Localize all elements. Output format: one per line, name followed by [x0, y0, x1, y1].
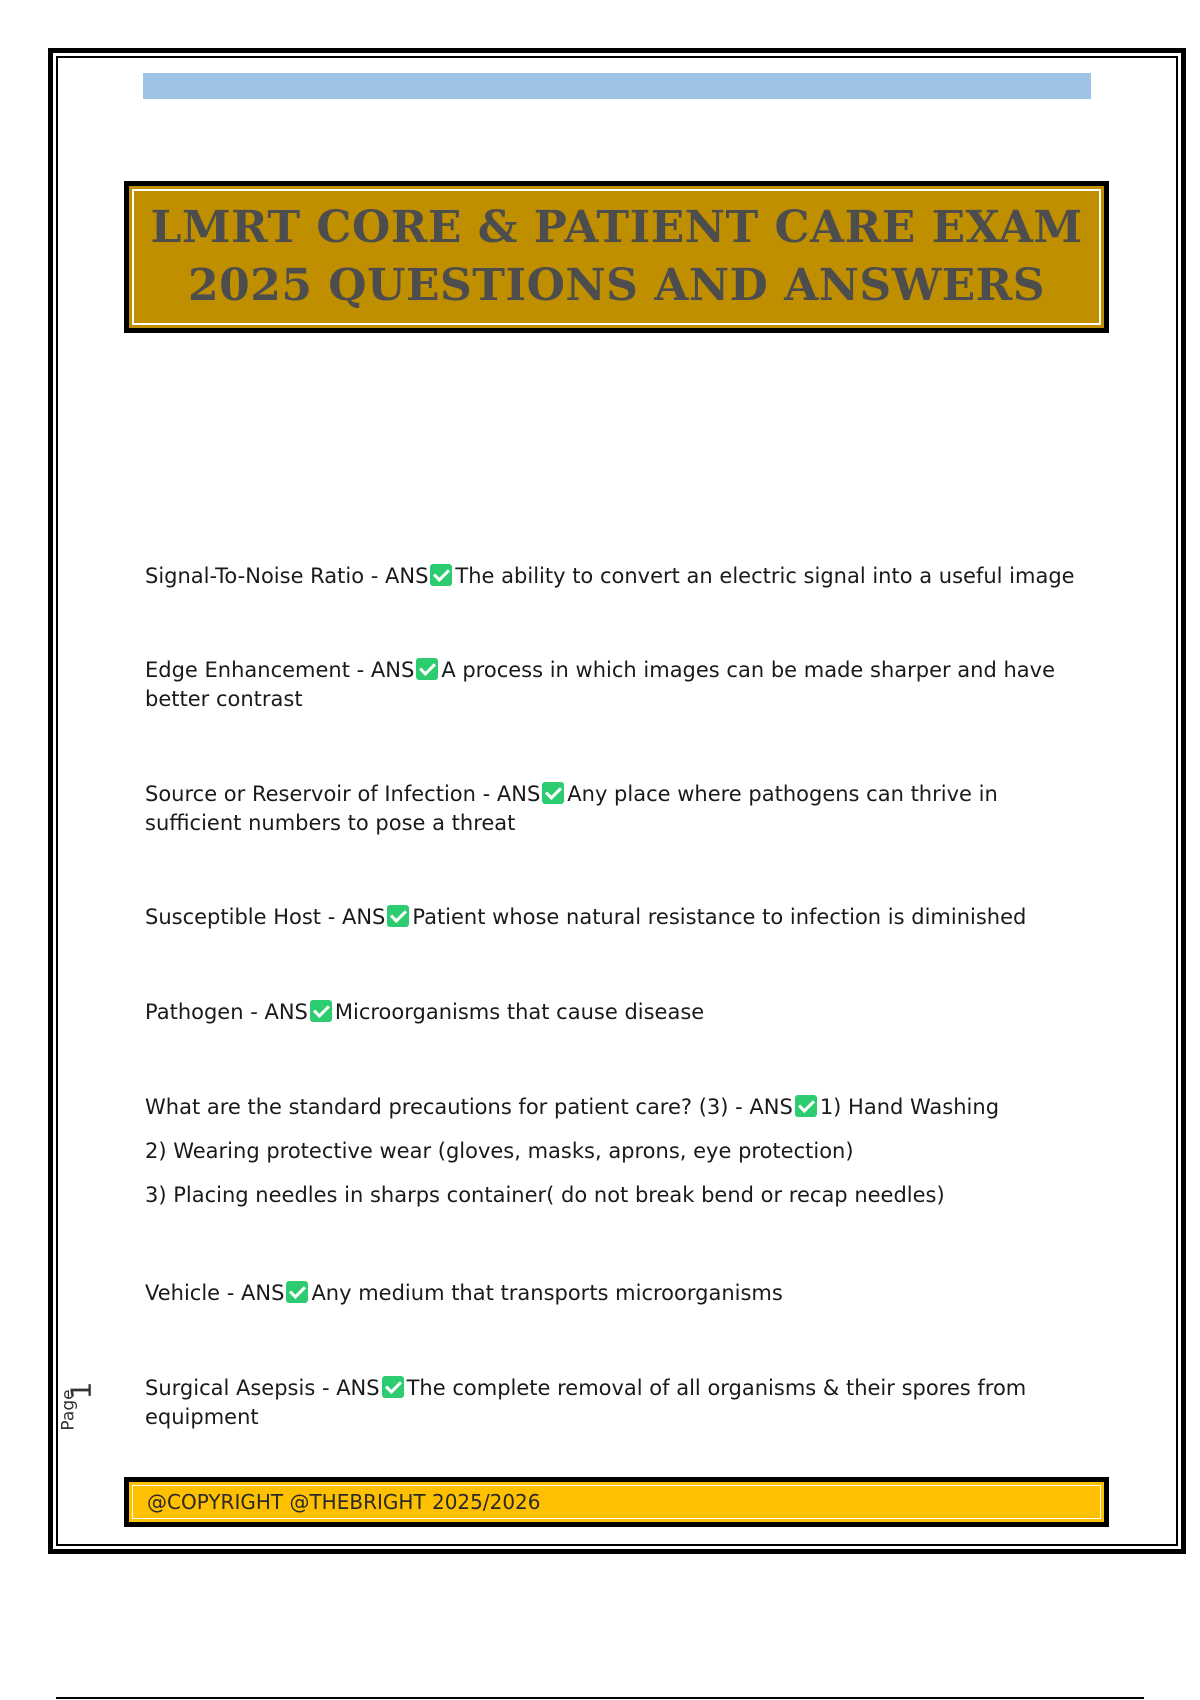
qa-answer-line: 3) Placing needles in sharps container( do not break bend or recap needles)	[145, 1183, 945, 1207]
check-mark-icon	[310, 1000, 332, 1022]
title-line-2: 2025 QUESTIONS AND ANSWERS	[187, 260, 1045, 311]
qa-item	[145, 656, 1095, 714]
qa-answer: A process in which images can be made sharper and have better contrast	[145, 658, 1056, 711]
qa-answer: 1) Hand Washing	[819, 1095, 1000, 1119]
check-mark-icon	[387, 905, 409, 927]
qa-item	[145, 780, 1095, 838]
check-mark-icon	[430, 564, 452, 586]
qa-item	[145, 903, 1095, 932]
qa-item	[145, 1374, 1095, 1432]
qa-answer: Patient whose natural resistance to infection is diminished	[412, 905, 1027, 929]
qa-term: Susceptible Host - ANS	[145, 905, 386, 929]
bottom-divider	[56, 1697, 1144, 1699]
qa-answer: The complete removal of all organisms & their spores from equipment	[145, 1376, 1027, 1429]
qa-term: Surgical Asepsis - ANS	[145, 1376, 380, 1400]
footer-bar-inner	[132, 1485, 1101, 1519]
qa-answer-line: 2) Wearing protective wear (gloves, masks, aprons, eye protection)	[145, 1139, 854, 1163]
qa-item	[145, 998, 1095, 1027]
page-label: Page	[58, 1389, 79, 1431]
footer-bar	[124, 1477, 1109, 1527]
copyright-text: @COPYRIGHT @THEBRIGHT 2025/2026	[147, 1490, 541, 1514]
check-mark-icon	[795, 1095, 817, 1117]
page-number: 1	[64, 1381, 98, 1400]
qa-answer: Any medium that transports microorganisms	[311, 1281, 783, 1305]
qa-term: Source or Reservoir of Infection - ANS	[145, 782, 541, 806]
qa-item	[145, 1093, 1095, 1210]
title-banner	[124, 181, 1109, 333]
qa-term: Vehicle - ANS	[145, 1281, 285, 1305]
check-mark-icon	[382, 1376, 404, 1398]
title-line-1: LMRT CORE & PATIENT CARE EXAM	[150, 202, 1083, 253]
qa-item	[145, 562, 1095, 591]
qa-answer: The ability to convert an electric signal into a useful image	[455, 564, 1075, 588]
check-mark-icon	[286, 1281, 308, 1303]
qa-term: What are the standard precautions for patient care? (3) - ANS	[145, 1095, 793, 1119]
qa-answer: Any place where pathogens can thrive in sufficient numbers to pose a threat	[145, 782, 998, 835]
qa-answer: Microorganisms that cause disease	[334, 1000, 705, 1024]
qa-term: Edge Enhancement - ANS	[145, 658, 415, 682]
qa-term: Pathogen - ANS	[145, 1000, 308, 1024]
check-mark-icon	[416, 658, 438, 680]
title-banner-inner	[132, 189, 1101, 325]
qa-item	[145, 1279, 1095, 1308]
qa-term: Signal-To-Noise Ratio - ANS	[145, 564, 429, 588]
check-mark-icon	[542, 782, 564, 804]
page-number-marker	[58, 1380, 98, 1448]
header-band	[143, 73, 1091, 99]
